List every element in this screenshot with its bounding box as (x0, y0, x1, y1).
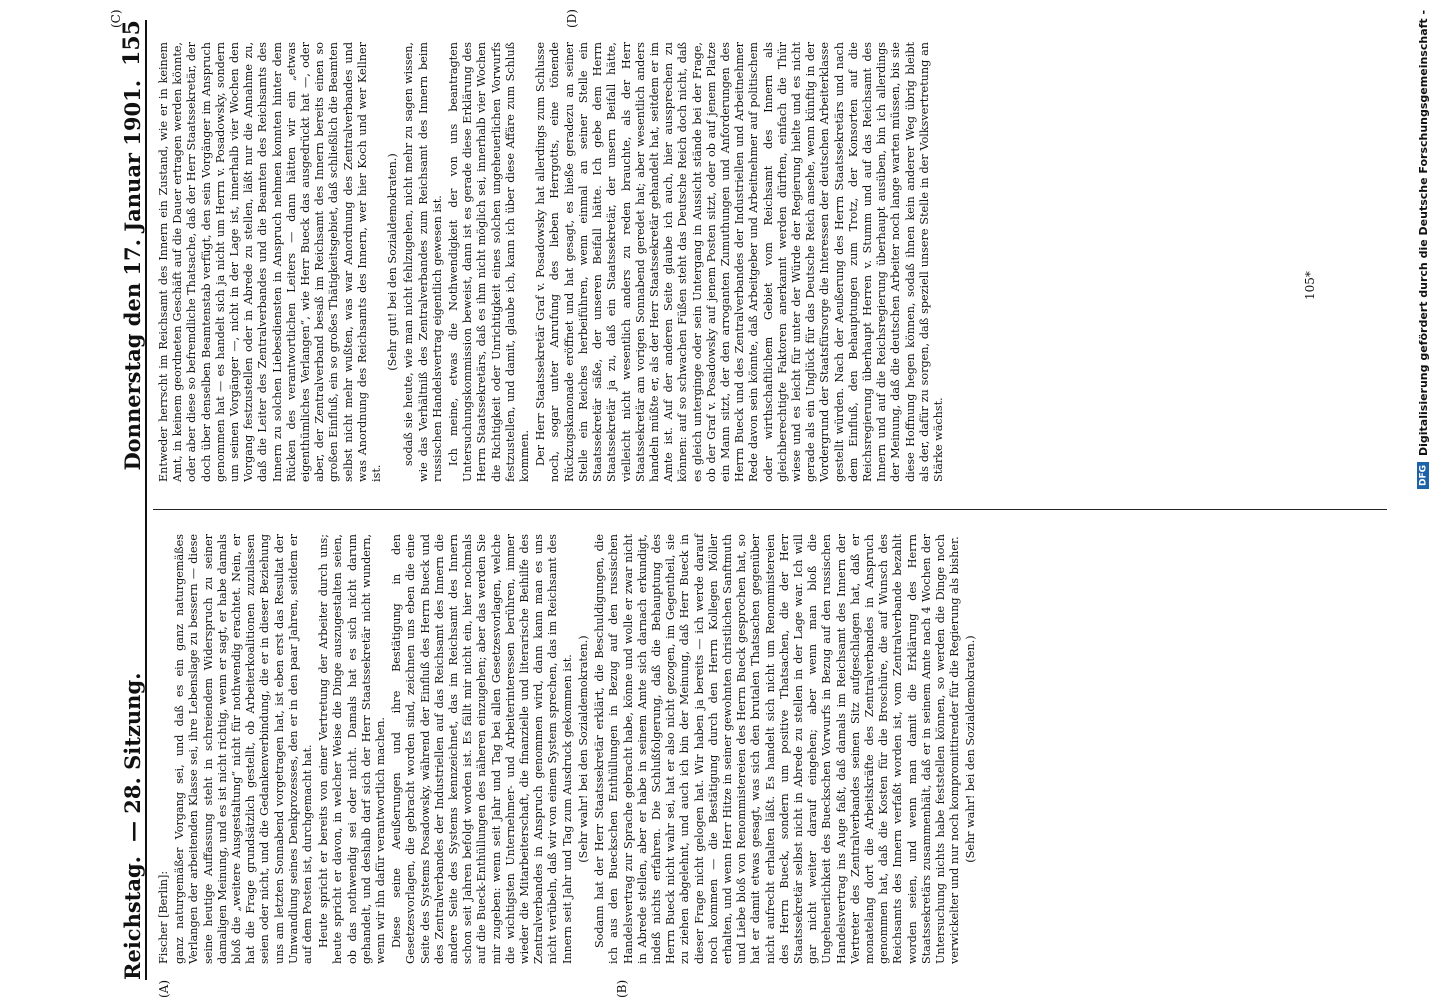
dfg-credit (1417, 10, 1430, 990)
right-text-column (157, 42, 1385, 482)
left-paragraph: Heute spricht er bereits von einer Vertretung der Arbeiter durch uns; heute spricht er davon, in welcher Weise die Dinge auszugestalten seien, ob das nothwendig sei oder nicht. Damals hat es sich nicht darum gehandelt, und deshalb darf sich der Herr Staatssekretär nicht wundern, wenn wir ihn dafür verantwortlich machen. (317, 534, 388, 964)
right-paragraph: sodaß sie heute, wie man nicht fehlzugehen, nicht mehr zu sagen wissen, wie das Verhältniß des Zentralverbandes zum Reichsamt des Innern beim russischen Handelsvertrag eigentlich gewesen ist. (402, 42, 444, 482)
left-paragraph: Diese seine Aeußerungen und ihre Bestätigung in den Gesetzesvorlagen, die gebracht worden sind, zeichnen uns eben die eine Seite des Systems Posadowsky, während der Einfluß des Herrn Bueck und des Zentralverbandes der Industriellen auf das Reichsamt des Innern die andere Seite des Systems kennzeichnet, das im Reichsamt des Innern schon seit Jahren befolgt worden ist. Es fällt mir nicht ein, hier nochmals auf die Bueck-Enthüllungen des näheren einzugehen; aber das werden Sie mir zugeben: wenn seit Jahr und Tag bei allen Gesetzesvorlagen, welche die wichtigsten Unternehmer- und Arbeiterinteressen berühren, immer wieder die Mitarbeiterschaft, die finanzielle und literarische Beihilfe des Zentralverbandes in Anspruch genommen wird, dann kann man es uns nicht verübeln, daß wir von einem System sprechen, das im Reichsamt des Innern seit Jahr und Tag zum Ausdruck gekommen ist. (390, 534, 574, 964)
margin-mark-a: (A) (157, 979, 171, 998)
right-paragraph: Ich meine, etwas die Nothwendigkeit der von uns beantragten Untersuchungskommission beweist, dann ist es gerade diese Erklärung des Herrn Staatssekretärs, daß es ihm nicht möglich sei, innerhalb vier Wochen die Richtigkeit oder Unrichtigkeit eines solchen ungeheuerlichen Vorwurfs festzustellen, und damit, glaube ich, kann ich über diese Affäre zum Schluß kommen. (447, 42, 532, 482)
page-header (105, 20, 147, 980)
margin-mark-d: (D) (565, 9, 579, 28)
column-divider (153, 509, 1387, 510)
header-left-title: Reichstag. (120, 856, 145, 980)
left-paragraph: ganz naturgemäßer Vorgang sei, und daß es ein ganz naturgemäßes Verlangen der arbeitenden Klasse sei, ihre Lebenslage zu bessern — diese seine heutige Auffassung steht in schreiendem Widerspruch zu seiner damaligen Meinung, und es ist nicht richtig, wenn er sagt, er habe damals bloß die „weitere Ausgestaltung“ nicht für nothwendig erachtet. Nein, er hat die Frage grundsätzlich gestellt, ob Arbeiterkoalitionen zuzulassen seien oder nicht, und die Gedankenverbindung, die er in dieser Beziehung uns am letzten Sonnabend vorgetragen hat, ist eben erst das Resultat der Umwandlung seines Denkprozesses, den er in den paar Jahren, seitdem er auf dem Posten ist, durchgemacht hat. (173, 534, 315, 964)
margin-mark-c: (C) (109, 9, 123, 28)
left-text-column (157, 534, 1385, 964)
header-session-title: — 28. Sitzung. (120, 672, 145, 843)
footer-number: 105* (1303, 271, 1317, 300)
right-paragraph: Entweder herrscht im Reichsamt des Innern ein Zustand, wie er in keinem Amt, in keinem geordneten Geschäft auf die Dauer ertragen werden könnte, oder aber diese so befremdliche Thatsache, daß der Herr Staatssekretär, der doch über denselben Beamtenstab verfügt, den sein Vorgänger im Anspruch genommen hat — es handelt sich ja nicht um Herrn v. Posadowsky, sondern um seinen Vorgänger —, nicht in der Lage ist, innerhalb vier Wochen den Vorgang festzustellen oder in Abrede zu stellen, läßt nur die Annahme zu, daß die Leiter des Zentralverbandes und die Beamten des Reichsamts des Innern zu solchen Liebesdiensten in Anspruch nehmen konnten hinter dem Rücken des verantwortlichen Leiters — dann hätten wir ein „etwas eigenthümliches Verlangen“, wie Herr Bueck das ausgedrückt hat —, oder aber, der Zentralverband besaß im Reichsamt des Innern bereits einen so großen Einfluß, ein so großes Thätigkeitsgebiet, daß schließlich die Beamten selbst nicht mehr wußten, was war Anordnung des Zentralverbandes und was Anordnung des Reichsamts des Innern, wer hier Koch und wer Kellner ist. (157, 42, 384, 482)
dfg-logo-icon: DFG (1418, 462, 1430, 489)
left-paragraph: Fischer [Berlin]: (157, 870, 170, 964)
left-paragraph: Sodann hat der Herr Staatssekretär erklärt, die Beschuldigungen, die ich aus den Bueckschen Enthüllungen in Bezug auf den russischen Handelsvertrag zur Sprache gebracht habe, könne und wolle er zwar nicht in Abrede stellen, aber er habe in seinem Amte sich darnach erkundigt, indeß nichts erfahren. Die Schlußfolgerung, daß die Behauptung des Herrn Bueck nicht wahr sei, hat er also nicht gezogen, im Gegentheil, sie zu ziehen abgelehnt, und auch ich bin der Meinung, daß Herr Bueck in dieser Frage nicht gelogen hat. Wir haben ja bereits — ich werde darauf noch kommen — die Bestätigung durch den Herrn Kollegen Möller erhalten, und wenn Herr Hitze in seiner gewohnten christlichen Sanftmuth und Liebe bloß von Renommistereien des Herrn Bueck gesprochen hat, so hat er damit etwas gesagt, was sich den brutalen Thatsachen gegenüber nicht aufrecht erhalten läßt. Es handelt sich nicht um Renommistereien des Herrn Bueck, sondern um positive Thatsachen, die der Herr Staatssekretär selbst nicht in Abrede zu stellen in der Lage war. Ich will gar nicht weiter darauf eingehen; aber wenn man bloß die Ungeheuerlichkeit des Bueckschen Vorwurfs in Bezug auf den russischen Handelsvertrag ins Auge faßt, daß damals im Reichsamt des Innern der Vertreter des Zentralverbandes seinen Sitz aufgeschlagen hat, daß er monatelang dort die Arbeitskräfte des Zentralverbandes in Anspruch genommen hat, daß die Kosten für die Broschüre, die auf Wunsch des Reichsamts des Innern verfaßt worden ist, vom Zentralverbande bezahlt worden seien, und wenn man damit die Erklärung des Herrn Staatssekretärs zusammenhält, daß er in seinem Amte nach 4 Wochen der Untersuchung nichts habe feststellen können, so werden die Dinge noch verwickelter und nur noch kompromittirender für die Regierung als bisher. (593, 534, 962, 964)
left-paragraph: (Sehr wahr! bei den Sozialdemokraten.) (964, 635, 978, 863)
right-paragraph: Der Herr Staatssekretär Graf v. Posadowsky hat allerdings zum Schlusse noch, sogar unter Anrufung des lieben Herrgotts, eine tönende Rückzugskanonade eröffnet und hat gesagt, es hieße geradezu an seiner Stelle ein Reiches herbeiführen, wenn einmal an seiner Stelle ein Staatssekretär säße, der unseren Beifall hätte. Ich gebe dem Herrn Staatssekretär ja zu, daß ein Staatssekretär, der unsern Beifall hätte, vielleicht nicht wesentlich anders zu reden brauchte, als der Herr Staatssekretär am vorigen Sonnabend geredet hat; aber wesentlich anders handeln müßte er, als der Herr Staatssekretär gehandelt hat, seitdem er im Amte ist. Auf der anderen Seite glaube ich auch, hier aussprechen zu können: auf so schwachen Füßen steht das Deutsche Reich doch nicht, daß es gleich untergingе oder sein Untergang in Aussicht stände bei der Frage, ob der Graf v. Posadowsky auf jenem Posten sitzt, oder ob auf jenem Platze ein Mann sitzt, der den arroganten Zumuthungen und Anforderungen des Herrn Bueck und des Zentralverbandes der Industriellen und Arbeitnehmer Rede davon sein könnte, daß Arbeitgeber und Arbeitnehmer auf politischem oder wirthschaftlichem Gebiet vom Reichsamt des Innern als gleichberechtigte Faktoren anerkannt werden dürften, einfach die Thür wiese und es leicht für unter der Würde der Regierung hielte und es nicht gerade als ein Unglück für das Deutsche Reich ansehe, wenn künftig in der Vordergrund der Staatsfürsorge die Interessen der deutschen Arbeiterklasse gestellt würden. Nach der Aeußerung des Herrn Staatssekretärs und nach dem Einfluß, den Behauptungen zum Trotz, der Konsorten auf die Reichsregierung überhaupt Herren v. Stumm und auf das Reichsamt des Innern und auf die Reichsregierung überhaupt ausüben, bin ich allerdings der Meinung, daß die deutschen Arbeiter noch lange warten müssen, bis sie diese Hoffnung hegen können, sodaß ihnen kein anderer Weg übrig bleibt als der, dafür zu sorgen, daß speziell unsere Stelle in der Volksvertretung an Stärke wächst. (534, 42, 945, 482)
margin-mark-b: (B) (615, 979, 629, 998)
left-paragraph: (Sehr wahr! bei den Sozialdemokraten.) (576, 635, 590, 863)
right-paragraph: (Sehr gut! bei den Sozialdemokraten.) (386, 153, 400, 371)
page-number: 155 (119, 20, 145, 66)
rotated-document-page (95, 0, 1395, 1000)
header-date: Donnerstag den 17. Januar 1901. (120, 79, 145, 471)
credit-text: Digitalisierung gefördert durch die Deutsche Forschungsgemeinschaft - (1417, 10, 1430, 457)
